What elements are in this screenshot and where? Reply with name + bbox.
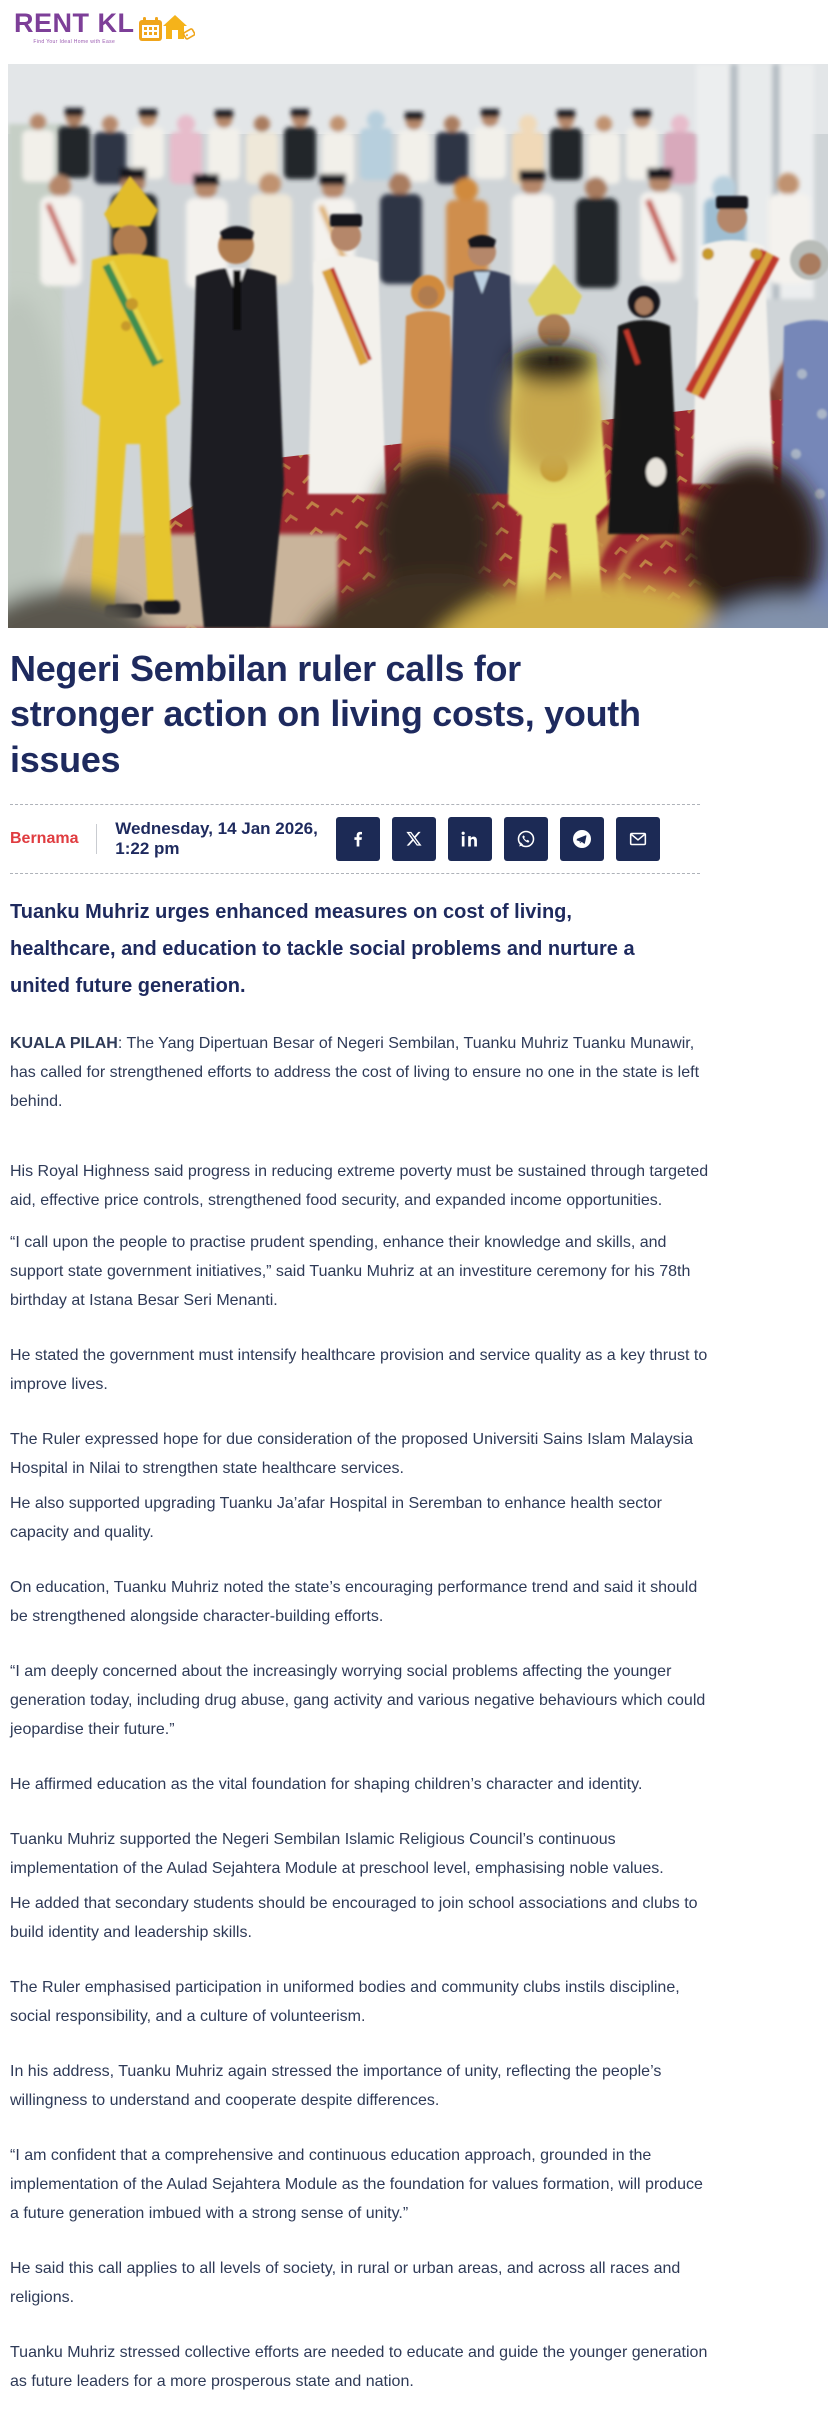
- article-paragraph: Tuanku Muhriz stressed collective efforts are needed to educate and guide the younger generation as future leaders for a more prosperous state and nation.: [10, 2344, 708, 2391]
- email-icon: [627, 828, 649, 850]
- article-paragraph: The Ruler expressed hope for due consideration of the proposed Universiti Sains Islam Malaysia Hospital in Nilai to strengthen state healthcare services.: [10, 1431, 694, 1478]
- byline-separator: [96, 824, 97, 854]
- article-lede: Tuanku Muhriz urges enhanced measures on cost of living, healthcare, and education to tackle social problems and nurture a united future generation.: [10, 901, 635, 998]
- whatsapp-icon: [515, 828, 537, 850]
- article-paragraph: KUALA PILAH: The Yang Dipertuan Besar of Negeri Sembilan, Tuanku Muhriz Tuanku Munawir, has called for strengthened efforts to address the cost of living to ensure no one in the state is left behind.: [10, 1035, 700, 1111]
- telegram-share-button[interactable]: [560, 817, 604, 861]
- linkedin-icon: [460, 829, 480, 849]
- article-paragraph: In his address, Tuanku Muhriz again stressed the importance of unity, reflecting the people’s willingness to understand and cooperate despite differences.: [10, 2063, 662, 2110]
- x-icon: [405, 830, 423, 848]
- byline-bar: [10, 804, 700, 874]
- hero-image: [8, 64, 828, 628]
- article-paragraph: On education, Tuanku Muhriz noted the state’s encouraging performance trend and said it should be strengthened alongside character-building efforts.: [10, 1579, 698, 1626]
- article-paragraph: “I am deeply concerned about the increasingly worrying social problems affecting the younger generation today, including drug abuse, gang activity and various negative behaviours which could jeopardise their future.”: [10, 1663, 706, 1739]
- email-share-button[interactable]: [616, 817, 660, 861]
- telegram-icon: [570, 827, 594, 851]
- site-logo[interactable]: [14, 10, 195, 47]
- article-paragraph: He also supported upgrading Tuanku Ja’afar Hospital in Seremban to enhance health sector capacity and quality.: [10, 1495, 662, 1542]
- byline-source[interactable]: Bernama: [10, 830, 79, 848]
- article-paragraph: The Ruler emphasised participation in uniformed bodies and community clubs instils discipline, social responsibility, and a culture of volunteerism.: [10, 1979, 680, 2026]
- article-paragraph: “I am confident that a comprehensive and continuous education approach, grounded in the implementation of the Aulad Sejahtera Module as the foundation for values formation, will produce a future generation imbued with a strong sense of unity.”: [10, 2147, 703, 2223]
- facebook-icon: [348, 829, 368, 849]
- article-paragraph: His Royal Highness said progress in reducing extreme poverty must be sustained through targeted aid, effective price controls, strengthened food security, and expanded income opportunities.: [10, 1163, 709, 1210]
- linkedin-share-button[interactable]: [448, 817, 492, 861]
- article-body: [10, 1029, 836, 2410]
- logo-text: RENT KL: [14, 8, 135, 38]
- article-paragraph: He added that secondary students should be encouraged to join school associations and clubs to build identity and leadership skills.: [10, 1895, 698, 1942]
- logo-icons: [138, 12, 195, 47]
- house-icon: [164, 12, 195, 47]
- x-share-button[interactable]: [392, 817, 436, 861]
- price-tag-icon: [183, 28, 195, 39]
- article-paragraph: He affirmed education as the vital foundation for shaping children’s character and identity.: [10, 1776, 643, 1794]
- article-paragraph: He stated the government must intensify healthcare provision and service quality as a key thrust to improve lives.: [10, 1347, 708, 1394]
- page-title: Negeri Sembilan ruler calls for stronger action on living costs, youth issues: [10, 648, 641, 780]
- article: [0, 646, 836, 2410]
- article-paragraph: He said this call applies to all levels of society, in rural or urban areas, and across all races and religions.: [10, 2260, 681, 2307]
- bodyguard-figure: [190, 226, 284, 628]
- logo-tagline: Find Your Ideal Home with Ease: [33, 39, 116, 45]
- whatsapp-share-button[interactable]: [504, 817, 548, 861]
- article-paragraph: Tuanku Muhriz supported the Negeri Sembilan Islamic Religious Council’s continuous implementation of the Aulad Sejahtera Module at preschool level, emphasising noble values.: [10, 1831, 664, 1878]
- article-paragraph: “I call upon the people to practise prudent spending, enhance their knowledge and skills, and support state government initiatives,” said Tuanku Muhriz at an investiture ceremony for his 78th birthday at Istana Besar Seri Menanti.: [10, 1234, 691, 1310]
- facebook-share-button[interactable]: [336, 817, 380, 861]
- byline-date: Wednesday, 14 Jan 2026, 1:22 pm: [115, 819, 318, 859]
- share-bar: [336, 817, 700, 861]
- site-header: [0, 0, 836, 64]
